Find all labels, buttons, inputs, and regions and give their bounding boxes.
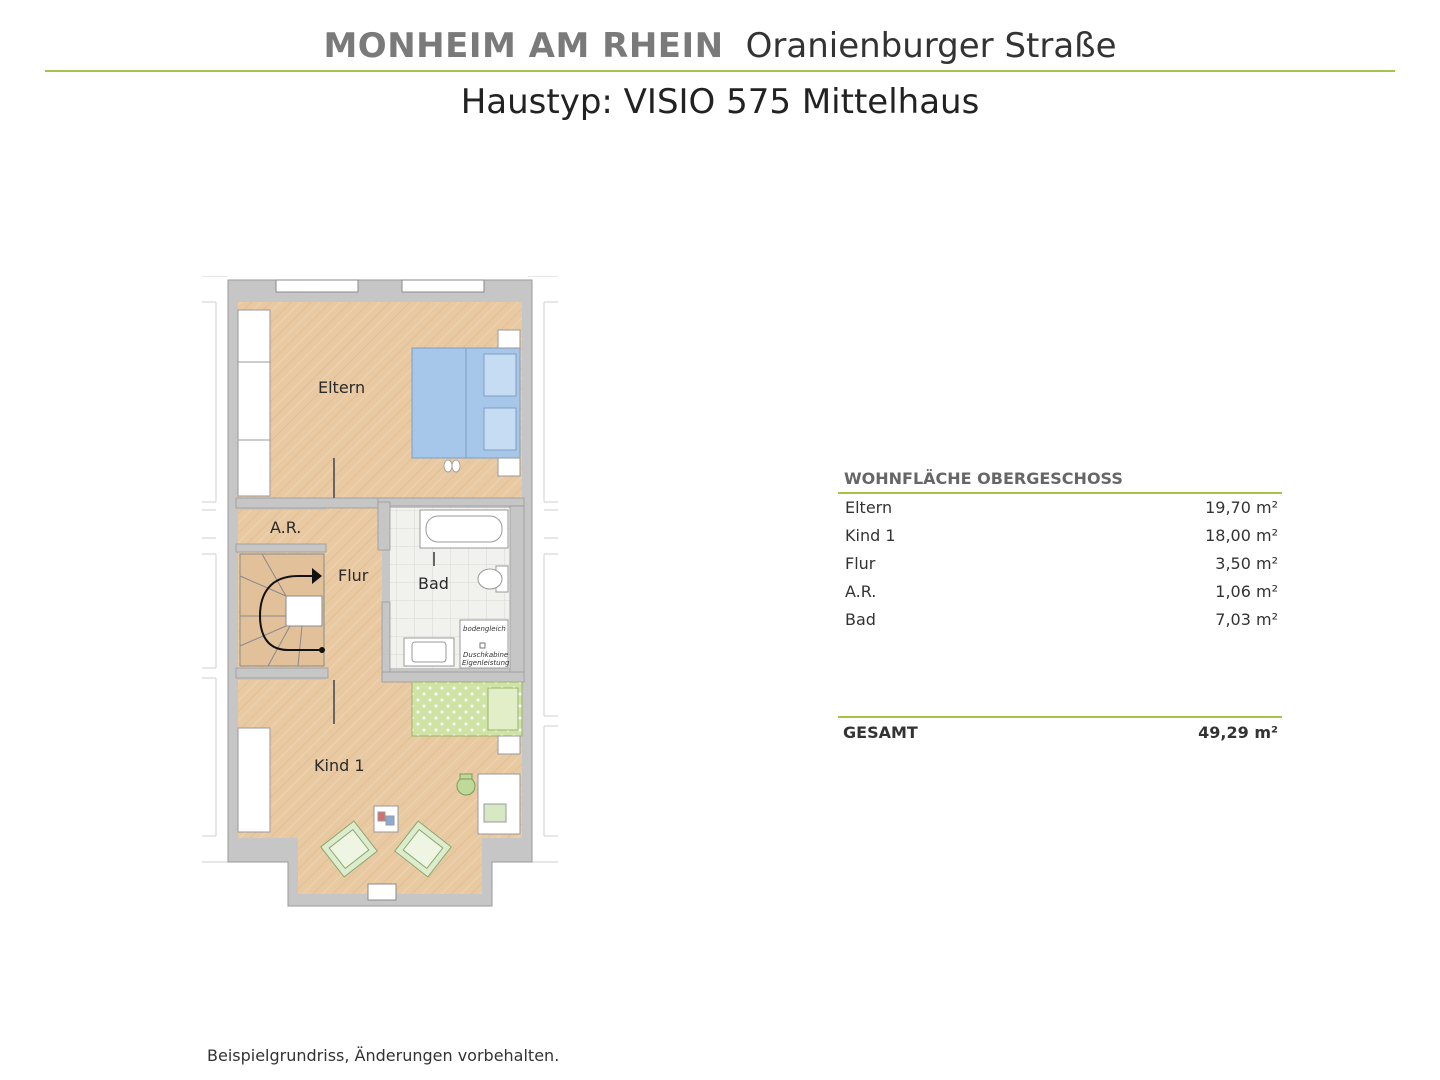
room-label-kind1: Kind 1 [314,756,365,775]
area-row [838,494,1282,522]
house-type-subtitle: Haustyp: VISIO 575 Mittelhaus [460,82,980,122]
kind-nightstand [498,736,520,754]
room-label-ar: A.R. [270,518,302,537]
shower-note-line1: bodengleich [463,625,506,633]
single-bed [412,682,522,736]
desk [478,774,520,834]
area-value: 3,50 m² [1215,554,1278,573]
page-title [0,24,1440,68]
shower-note-line2: Duschkabine [463,651,509,659]
area-rows [838,494,1282,634]
area-row [838,550,1282,578]
room-label-flur: Flur [338,566,369,585]
bathtub [420,510,508,548]
area-name: Flur [845,554,876,573]
room-label-bad: Bad [418,574,449,593]
area-name: Eltern [845,498,893,517]
title-city: MONHEIM AM RHEIN [323,26,724,66]
area-value: 1,06 m² [1215,582,1278,601]
area-total-label: GESAMT [843,723,918,742]
area-value: 18,00 m² [1205,526,1278,545]
area-row [838,522,1282,550]
side-table [374,806,398,832]
area-value: 7,03 m² [1215,610,1278,629]
area-table-heading: WOHNFLÄCHE OBERGESCHOSS [844,469,1123,488]
title-divider [45,70,1395,72]
area-name: A.R. [845,582,877,601]
stair-start [319,647,325,653]
floor-plan [198,276,562,910]
washbasin [404,638,454,666]
disclaimer-note: Beispielgrundriss, Änderungen vorbehalten. [207,1046,560,1065]
desk-chair [457,774,475,795]
title-street: Oranienburger Straße [745,26,1117,66]
area-total-divider [838,716,1282,718]
area-name: Kind 1 [845,526,896,545]
area-total-row [838,720,1282,746]
double-bed [412,348,520,458]
area-name: Bad [845,610,876,629]
area-value: 19,70 m² [1205,498,1278,517]
area-table [838,466,1282,742]
shower-note-line3: Eigenleistung [462,659,510,667]
area-row [838,578,1282,606]
wardrobe-eltern [238,310,270,496]
room-label-eltern: Eltern [318,378,366,397]
flur-floor [326,498,382,680]
area-row [838,606,1282,634]
area-total-value: 49,29 m² [1198,723,1278,742]
wardrobe-kind [238,728,270,832]
